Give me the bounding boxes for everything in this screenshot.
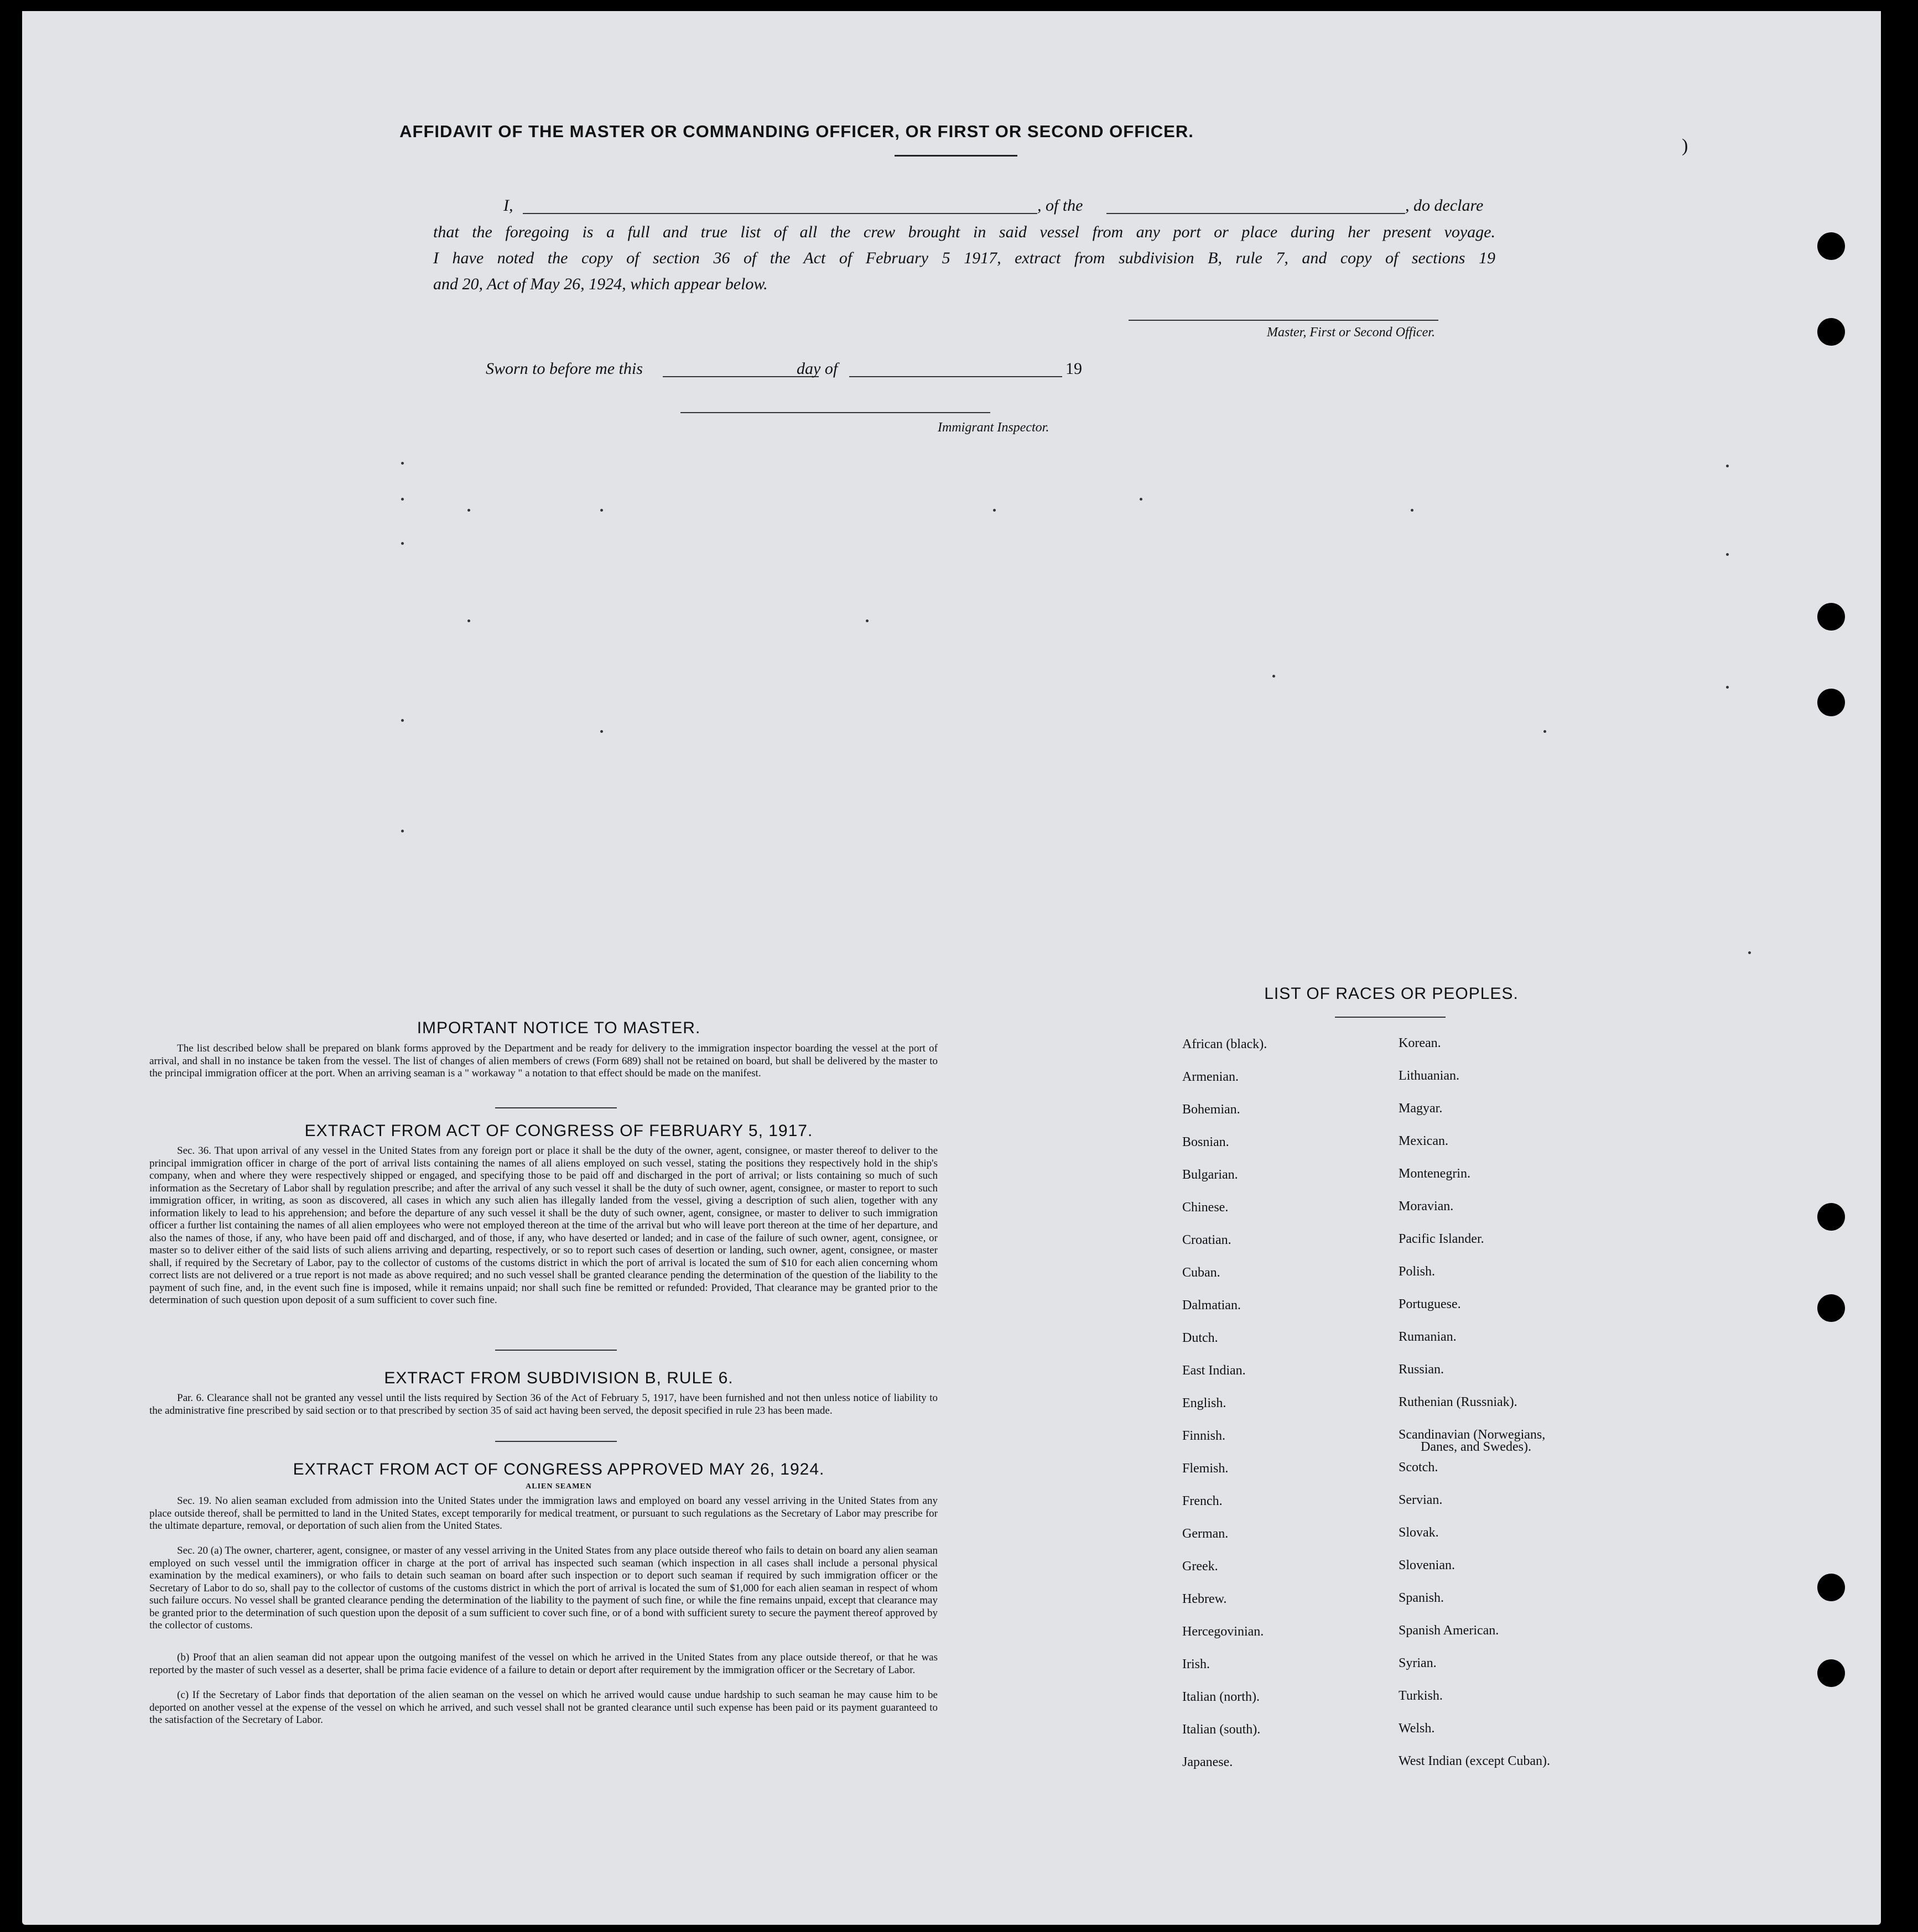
extract-1917-body: Sec. 36. That upon arrival of any vessel in the United States from any foreign port or place it shall be the duty of the owner, agent, consignee, or master thereof to deliver to the principal immigration officer in charge of the port of arrival lists containing the names of all aliens employed on such vessel, stating the positions they respectively hold in the ship's company, when and where they were respectively shipped or engaged, and specifying those to be paid off and discharged in the port of arrival; or lists containing so much of such information as the Secretary of Labor shall by regulation prescribe; and after the arrival of any such vessel it shall be the duty of such owner, agent, consignee, or master to report to such immigration officer, in writing, as soon as discovered, all cases in which any such alien has illegally landed from the vessel, giving a description of such alien, together with any information likely to lead to his apprehension; and before the departure of any such vessel it shall be the duty of such owner, agent, consignee, or master to deliver to such immigration officer a further list containing the names of all alien employees who were not employed thereon at the time of the arrival but who will leave port thereon at the time of her departure, and also the names of those, if any, who have been paid off and discharged, and of those, if any, who have deserted or landed; and in case of the failure of such owner, agent, consignee, or master so to deliver either of the said lists of such aliens arriving and departing, respectively, or so to report such cases of desertion or landing, such owner, agent, consignee, or master shall, if required by the Secretary of Labor, pay to the collector of customs of the customs district in which the port of arrival is located the sum of $10 for each alien concerning whom correct lists are not delivered or a true report is not made as above required; and no such vessel shall be granted clearance pending the determination of the question of the liability to the payment of such fine, and, in the event such fine is imposed, while it remains unpaid; nor shall such fine be remitted or refunded: Provided, That clearance may be granted prior to the determination of such question upon deposit of a sum sufficient to cover such fine.: [149, 1145, 938, 1306]
punch-hole: [1817, 1659, 1845, 1687]
race-item: Rumanian.: [1399, 1330, 1457, 1344]
notice-divider: [495, 1107, 617, 1108]
race-item: Irish.: [1182, 1657, 1210, 1671]
sworn-day-of: day of: [797, 360, 838, 378]
race-item: Moravian.: [1399, 1199, 1454, 1214]
extract-1924-title: EXTRACT FROM ACT OF CONGRESS APPROVED MAY 26, 1924.: [293, 1460, 825, 1478]
sworn-label: Sworn to before me this: [486, 360, 643, 378]
notice-title: IMPORTANT NOTICE TO MASTER.: [417, 1019, 701, 1037]
grid-dot: [1726, 553, 1729, 556]
race-item: Korean.: [1399, 1036, 1441, 1050]
race-item-continuation: Danes, and Swedes).: [1421, 1440, 1531, 1454]
affidavit-line-2: that the foregoing is a full and true list of all the crew brought in said vessel from any port or place during her present voyage.: [433, 223, 1495, 241]
grid-dot: [866, 619, 869, 622]
grid-dot: [1411, 509, 1413, 512]
rule6-divider: [495, 1441, 617, 1442]
race-item: Portuguese.: [1399, 1297, 1461, 1311]
dot-grid: [22, 11, 1881, 1925]
grid-dot: [1726, 686, 1729, 689]
race-item: Mexican.: [1399, 1134, 1448, 1148]
extract-1924-sec19: Sec. 19. No alien seaman excluded from admission into the United States under the immigration laws and employed on board any vessel arriving in the United States from any place outside thereof, shall be permitted to land in the United States, except temporarily for medical treatment, or pursuant to such regulations as the Secretary of Labor may prescribe for the ultimate departure, removal, or deportation of such alien from the United States.: [149, 1495, 938, 1532]
affidavit-line-4: and 20, Act of May 26, 1924, which appear below.: [433, 275, 768, 293]
grid-dot: [993, 509, 996, 512]
race-item: Dalmatian.: [1182, 1298, 1241, 1313]
punch-hole: [1817, 318, 1845, 346]
grid-dot: [401, 542, 404, 545]
race-item: Greek.: [1182, 1559, 1218, 1574]
race-item: Chinese.: [1182, 1200, 1229, 1215]
race-item: Ruthenian (Russniak).: [1399, 1395, 1517, 1409]
race-item: East Indian.: [1182, 1363, 1246, 1378]
race-item: Spanish.: [1399, 1591, 1444, 1605]
document-page: [22, 11, 1881, 1925]
grid-dot: [600, 730, 603, 733]
race-item: Scotch.: [1399, 1460, 1438, 1475]
grid-dot: [1140, 498, 1142, 501]
extract-1917-title: EXTRACT FROM ACT OF CONGRESS OF FEBRUARY 5, 1917.: [304, 1122, 813, 1140]
race-item: Spanish American.: [1399, 1623, 1499, 1638]
punch-hole: [1817, 1294, 1845, 1322]
rule6-title: EXTRACT FROM SUBDIVISION B, RULE 6.: [384, 1369, 734, 1387]
grid-dot: [1272, 675, 1275, 678]
extract-1917-divider: [495, 1350, 617, 1351]
corner-mark: ): [1682, 136, 1688, 156]
grid-dot: [1726, 465, 1729, 467]
grid-dot: [1748, 951, 1751, 954]
race-item: African (black).: [1182, 1037, 1267, 1051]
grid-dot: [401, 830, 404, 832]
race-item: Cuban.: [1182, 1266, 1220, 1280]
race-item: Finnish.: [1182, 1429, 1226, 1443]
race-item: Armenian.: [1182, 1070, 1239, 1084]
affidavit-line-3: I have noted the copy of section 36 of the Act of February 5 1917, extract from subdivision B, rule 7, and copy of sections 19: [433, 249, 1495, 267]
notice-body: The list described below shall be prepared on blank forms approved by the Department and be ready for delivery to the immigration inspector boarding the vessel at the port of arrival, and shall in no instance be taken from the vessel. The list of changes of alien members of crews (Form 689) shall not be retained on board, but shall be delivered by the master to the principal immigration officer at the port. When an arriving seaman is a " workaway " a notation to that effect should be made on the manifest.: [149, 1043, 938, 1079]
race-item: Magyar.: [1399, 1101, 1443, 1116]
races-title: LIST OF RACES OR PEOPLES.: [1264, 985, 1519, 1003]
grid-dot: [467, 619, 470, 622]
sworn-year-prefix: 19: [1065, 360, 1082, 378]
master-signature-caption: Master, First or Second Officer.: [1267, 325, 1435, 340]
grid-dot: [467, 509, 470, 512]
extract-1924-sec20b: (b) Proof that an alien seaman did not appear upon the outgoing manifest of the vessel on which he arrived in the United States from any place outside thereof, or that he was reported by the master of such vessel as a deserter, shall be prima facie evidence of a failure to detain or deport after requirement by the immigration officer or the Secretary of Labor.: [149, 1652, 938, 1676]
race-item: Italian (south).: [1182, 1722, 1261, 1737]
affidavit-title: AFFIDAVIT OF THE MASTER OR COMMANDING OFFICER, OR FIRST OR SECOND OFFICER.: [399, 122, 1194, 141]
race-item: Bohemian.: [1182, 1102, 1240, 1117]
races-title-rule: [1335, 1017, 1446, 1018]
race-item: Welsh.: [1399, 1721, 1435, 1736]
extract-1924-subtitle: ALIEN SEAMEN: [526, 1482, 592, 1491]
race-item: Syrian.: [1399, 1656, 1437, 1670]
extract-1924-sec20c: (c) If the Secretary of Labor finds that deportation of the alien seaman on the vessel on which he arrived would cause undue hardship to such seaman he may cause him to be deported on another vessel at the expense of the vessel on which he arrived, and such vessel shall not be granted clearance until such expense has been paid or its payment guaranteed to the satisfaction of the Secretary of Labor.: [149, 1689, 938, 1726]
punch-hole: [1817, 689, 1845, 716]
race-item: Russian.: [1399, 1362, 1444, 1377]
grid-dot: [600, 509, 603, 512]
race-item: Hercegovinian.: [1182, 1624, 1264, 1639]
race-item: English.: [1182, 1396, 1226, 1410]
race-item: Scandinavian (Norwegians,: [1399, 1428, 1546, 1442]
race-item: Lithuanian.: [1399, 1069, 1459, 1083]
extract-1924-sec20a: Sec. 20 (a) The owner, charterer, agent, consignee, or master of any vessel arriving in the United States from any place outside thereof who fails to detain on board any alien seaman employed on such vessel until the immigration officer in charge at the port of arrival has inspected such seaman (which inspection in all cases shall include a personal physical examination by the medical examiners), or who fails to detain such seaman on board after such inspection or to deport such seaman if required by such immigration officer or the Secretary of Labor to do so, shall pay to the collector of customs of the customs district in which the port of arrival is located the sum of $1,000 for each alien seaman in respect of whom such failure occurs. No vessel shall be granted clearance pending the determination of the liability to the payment of such fine, or while the fine remains unpaid, except that clearance may be granted prior to the determination of such question upon the deposit of a sum sufficient to cover such fine, or of a bond with sufficient surety to secure the payment thereof approved by the collector of customs.: [149, 1545, 938, 1631]
affidavit-of-the: , of the: [1037, 196, 1083, 215]
rule6-body: Par. 6. Clearance shall not be granted any vessel until the lists required by Section 36 of the Act of February 5, 1917, have been furnished and not then unless notice of liability to the administrative fine prescribed by said section or to that prescribed by section 35 of said act having been served, the deposit specified in rule 23 has been made.: [149, 1392, 938, 1417]
punch-hole: [1817, 1203, 1845, 1231]
affidavit-i-label: I,: [503, 196, 513, 215]
race-item: Slovenian.: [1399, 1558, 1455, 1572]
race-item: Croatian.: [1182, 1233, 1231, 1247]
punch-hole: [1817, 603, 1845, 631]
race-item: Pacific Islander.: [1399, 1232, 1484, 1246]
race-item: Dutch.: [1182, 1331, 1218, 1345]
grid-dot: [401, 462, 404, 465]
race-item: Italian (north).: [1182, 1690, 1260, 1704]
race-item: Montenegrin.: [1399, 1167, 1470, 1181]
race-item: Bosnian.: [1182, 1135, 1229, 1149]
race-item: Bulgarian.: [1182, 1168, 1238, 1182]
race-item: German.: [1182, 1527, 1229, 1541]
race-item: Hebrew.: [1182, 1592, 1227, 1606]
race-item: Polish.: [1399, 1264, 1436, 1279]
punch-hole: [1817, 232, 1845, 260]
affidavit-do-declare: , do declare: [1405, 196, 1484, 215]
punch-hole: [1817, 1574, 1845, 1601]
inspector-caption: Immigrant Inspector.: [938, 420, 1049, 435]
race-item: West Indian (except Cuban).: [1399, 1754, 1550, 1768]
grid-dot: [1543, 730, 1546, 733]
grid-dot: [401, 498, 404, 501]
race-item: Japanese.: [1182, 1755, 1233, 1769]
race-item: French.: [1182, 1494, 1223, 1508]
race-item: Turkish.: [1399, 1689, 1443, 1703]
race-item: Flemish.: [1182, 1461, 1229, 1476]
race-item: Servian.: [1399, 1493, 1443, 1507]
race-item: Slovak.: [1399, 1525, 1439, 1540]
grid-dot: [401, 719, 404, 722]
